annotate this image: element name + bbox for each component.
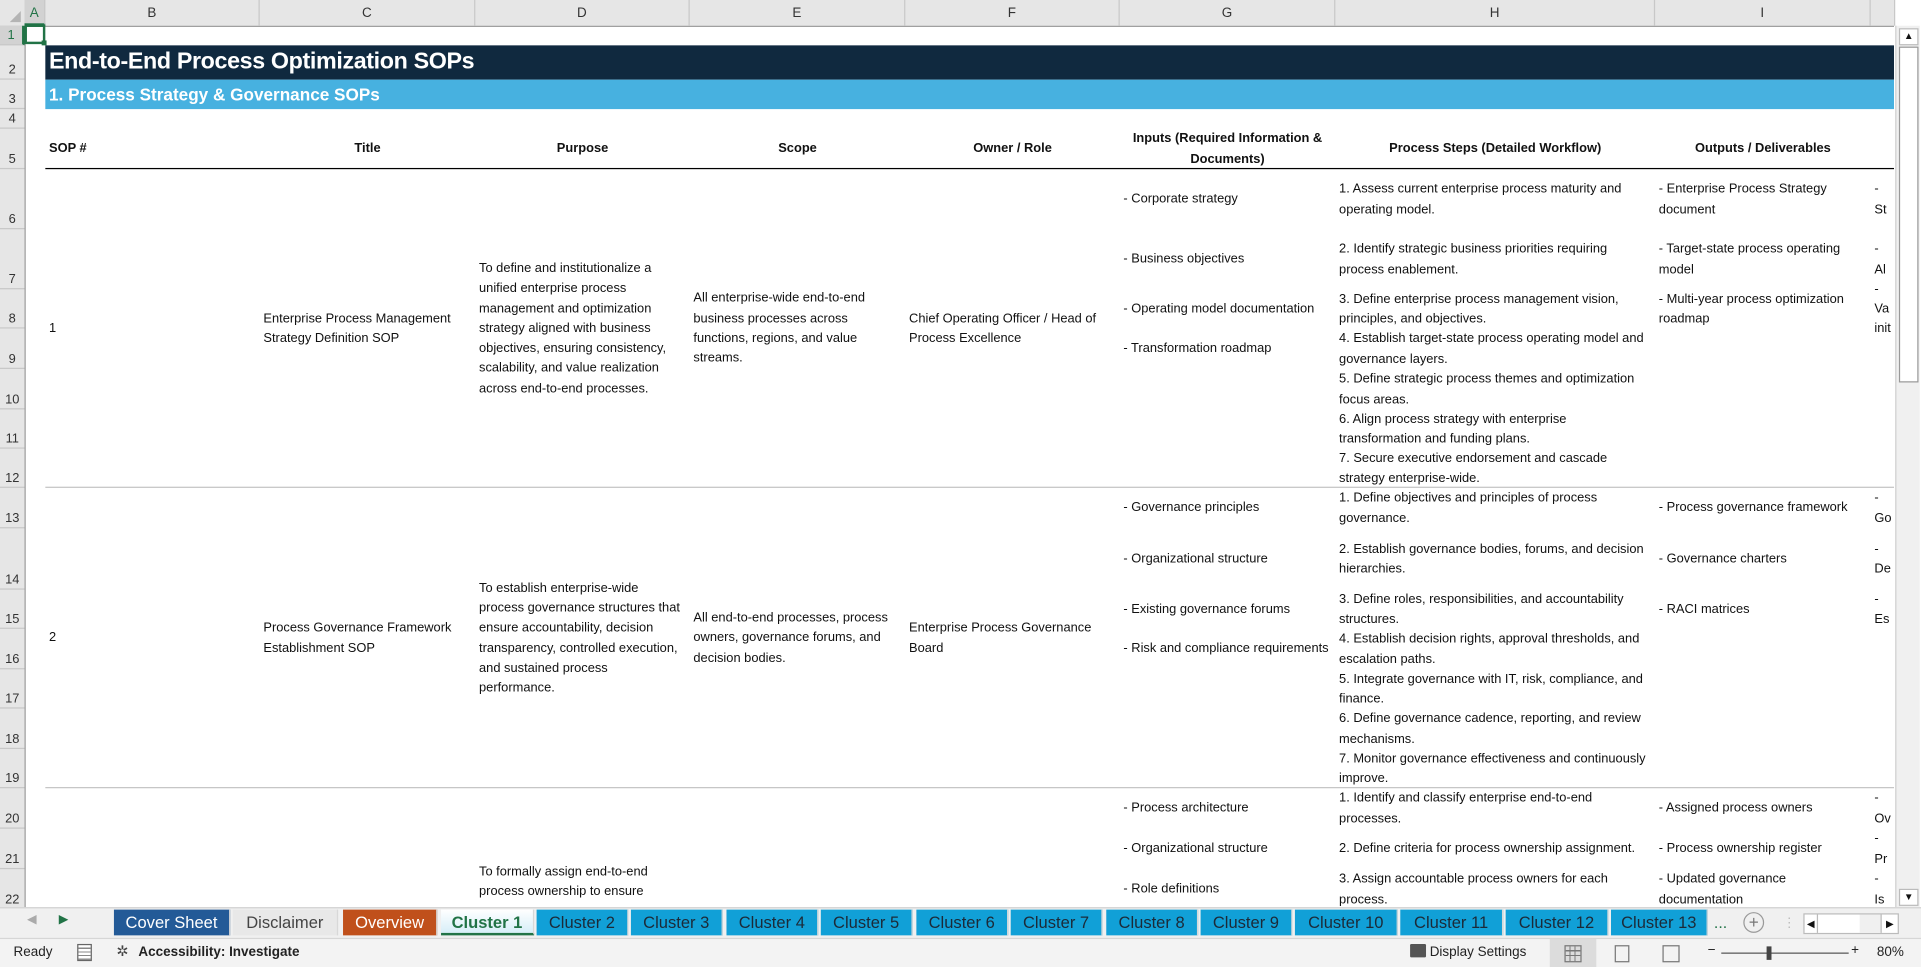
scroll-thumb[interactable] [1899, 47, 1919, 383]
sop-next-column-item: - Al [1874, 241, 1886, 277]
scroll-up-icon[interactable]: ▲ [1899, 28, 1919, 45]
tab-bar-splitter[interactable]: ⋮ [1782, 915, 1796, 931]
zoom-slider[interactable] [1721, 953, 1848, 954]
sop-process-step: 6. Define governance cadence, reporting, and review mechanisms. [1339, 711, 1641, 746]
sheet-tab-cluster-13[interactable]: Cluster 13 [1611, 910, 1708, 936]
sop-input-item: - Role definitions [1123, 881, 1220, 897]
sheet-tab-cluster-10[interactable]: Cluster 10 [1295, 910, 1398, 936]
sop-input-item: - Business objectives [1123, 251, 1245, 267]
sop-purpose: To establish enterprise-wide process governance structures that ensure accountability, decision transparency, controlled execution, and sustained process performance. [479, 580, 680, 696]
sop-process-step: 2. Define criteria for process ownership assignment. [1339, 841, 1636, 857]
sheet-tab-cover-sheet[interactable]: Cover Sheet [114, 910, 230, 936]
sop-output-item: - Governance charters [1658, 551, 1787, 567]
sop-next-column-item: - Es [1874, 591, 1890, 627]
sop-process-step: 3. Assign accountable process owners for each process. [1339, 871, 1608, 907]
sop-owner: Chief Operating Officer / Head of Process Excellence [909, 311, 1097, 346]
sop-process-step: 5. Integrate governance with IT, risk, compliance, and finance. [1339, 671, 1643, 707]
sheet-tab-cluster-6[interactable]: Cluster 6 [916, 910, 1008, 936]
sop-input-item: - Corporate strategy [1123, 191, 1238, 207]
row-header-19[interactable]: 19 [0, 749, 25, 788]
sop-process-step: 4. Establish target-state process operating model and governance layers. [1339, 331, 1644, 366]
vertical-scrollbar[interactable] [1895, 26, 1920, 907]
sop-process-step: 7. Secure executive endorsement and cascade strategy enterprise-wide. [1339, 450, 1608, 486]
accessibility-icon[interactable]: ✲ [116, 942, 129, 960]
sop-number: 2 [49, 630, 57, 646]
sop-process-step: 7. Monitor governance effectiveness and continuously improve. [1339, 751, 1646, 786]
sop-process-step: 1. Assess current enterprise process maturity and operating model. [1339, 181, 1622, 217]
header-title: Title [354, 141, 381, 157]
sop-output-item: - RACI matrices [1658, 601, 1750, 617]
column-header-d[interactable]: D [475, 0, 689, 26]
status-ready: Ready [13, 945, 53, 960]
sop-input-item: - Existing governance forums [1123, 601, 1291, 617]
sop-next-column-item: - De [1874, 541, 1891, 577]
row-header-18[interactable]: 18 [0, 709, 25, 749]
sop-input-item: - Operating model documentation [1123, 301, 1315, 317]
sop-process-step: 4. Establish decision rights, approval thresholds, and escalation paths. [1339, 631, 1640, 667]
sheet-tab-cluster-1[interactable]: Cluster 1 [441, 910, 534, 936]
zoom-in-button[interactable]: + [1851, 942, 1860, 958]
header-inputs: Inputs (Required Information & Documents) [1132, 131, 1323, 167]
row-header-3[interactable]: 3 [0, 80, 25, 109]
sheet-tab-cluster-11[interactable]: Cluster 11 [1400, 910, 1503, 936]
row-header-11[interactable]: 11 [0, 409, 25, 448]
sop-output-item: - Enterprise Process Strategy document [1658, 181, 1827, 217]
header-purpose: Purpose [556, 141, 609, 157]
column-header-j[interactable] [1871, 0, 1896, 26]
title-banner [45, 45, 1894, 79]
sop-next-column-item: - Ov [1874, 790, 1891, 826]
sop-output-item: - Process governance framework [1658, 500, 1848, 516]
header-scope: Scope [778, 141, 817, 157]
status-bar [0, 938, 1921, 967]
sop-number: 1 [49, 320, 57, 336]
row-header-10[interactable]: 10 [0, 369, 25, 409]
accessibility-status[interactable]: Accessibility: Investigate [138, 945, 300, 960]
sheet-title: End-to-End Process Optimization SOPs [49, 49, 475, 75]
sop-input-item: - Organizational structure [1123, 841, 1268, 857]
sop-input-item: - Process architecture [1123, 800, 1249, 816]
sop-process-step: 3. Define enterprise process management vision, principles, and objectives. [1339, 291, 1619, 327]
sop-next-column-item: - St [1874, 181, 1887, 217]
sheet-tab-cluster-3[interactable]: Cluster 3 [631, 910, 723, 936]
sop-next-column-item: - Is [1874, 871, 1885, 907]
row-header-14[interactable]: 14 [0, 528, 25, 589]
column-header-e[interactable]: E [690, 0, 906, 26]
column-header-h[interactable]: H [1335, 0, 1655, 26]
display-settings-icon[interactable] [1410, 944, 1426, 957]
sop-scope: All enterprise-wide end-to-end business processes across functions, regions, and value streams. [693, 291, 866, 366]
row-header-17[interactable]: 17 [0, 669, 25, 708]
sop-process-step: 2. Identify strategic business priorities requiring process enablement. [1339, 241, 1608, 277]
sop-scope: All end-to-end processes, process owners, governance forums, and decision bodies. [693, 610, 888, 666]
sop-process-step: 1. Identify and classify enterprise end-to-end processes. [1339, 790, 1593, 826]
row-header-4[interactable]: 4 [0, 109, 25, 129]
column-header-b[interactable]: B [45, 0, 259, 26]
sop-owner: Enterprise Process Governance Board [909, 620, 1092, 656]
header-outputs: Outputs / Deliverables [1695, 141, 1831, 157]
sop-process-step: 5. Define strategic process themes and optimization focus areas. [1339, 371, 1635, 407]
macro-record-icon[interactable] [77, 944, 92, 961]
sop-purpose: To define and institutionalize a unified enterprise process management and optimization strategy aligned with business objectives, ensuring consistency, scalability, and value realization across end-to-end processes. [479, 261, 667, 396]
sheet-tab-disclaimer[interactable]: Disclaimer [233, 910, 338, 936]
zoom-out-button[interactable]: − [1707, 942, 1716, 958]
hscroll-right-icon[interactable]: ▶ [1881, 915, 1898, 933]
column-header-a[interactable]: A [25, 0, 46, 26]
row-header-20[interactable]: 20 [0, 788, 25, 828]
normal-view-grid [1564, 945, 1581, 962]
zoom-slider-thumb[interactable] [1767, 946, 1772, 959]
row-header-13[interactable]: 13 [0, 488, 25, 528]
row-header-7[interactable]: 7 [0, 229, 25, 289]
row-header-15[interactable]: 15 [0, 590, 25, 629]
column-header-f[interactable]: F [905, 0, 1119, 26]
sop-input-item: - Organizational structure [1123, 551, 1268, 567]
sop-title: Process Governance Framework Establishment SOP [263, 620, 452, 656]
row-header-2[interactable]: 2 [0, 45, 25, 79]
column-header-c[interactable]: C [260, 0, 476, 26]
sheet-tab-cluster-4[interactable]: Cluster 4 [726, 910, 818, 936]
sheet-tab-cluster-2[interactable]: Cluster 2 [537, 910, 629, 936]
sop-input-item: - Transformation roadmap [1123, 341, 1272, 356]
sop-next-column-item: - Pr [1874, 831, 1888, 867]
column-header-i[interactable]: I [1655, 0, 1871, 26]
sop-purpose: To formally assign end-to-end process ownership to ensure [479, 864, 648, 899]
sheet-tab-bar [0, 907, 1921, 939]
sheet-tab-cluster-12[interactable]: Cluster 12 [1506, 910, 1609, 936]
sop-process-step: 1. Define objectives and principles of process governance. [1339, 490, 1598, 526]
sop-output-item: - Updated governance documentation [1658, 871, 1787, 907]
tab-scroll-left-icon[interactable]: ◀ [26, 913, 37, 927]
hscroll-left-icon[interactable]: ◀ [1805, 915, 1818, 933]
scroll-down-icon[interactable]: ▼ [1899, 889, 1919, 906]
sop-next-column-item: - Go [1874, 490, 1892, 526]
sheet-tab-overview[interactable]: Overview [343, 910, 437, 936]
sop-next-column-item: - Va init [1874, 281, 1891, 337]
row-header-8[interactable]: 8 [0, 289, 25, 328]
sheet-tab-cluster-5[interactable]: Cluster 5 [821, 910, 913, 936]
display-settings-button[interactable]: Display Settings [1429, 945, 1527, 960]
column-header-g[interactable]: G [1120, 0, 1336, 26]
sop-output-item: - Target-state process operating model [1658, 241, 1841, 277]
zoom-level[interactable]: 80% [1876, 945, 1904, 960]
row-header-bar [0, 26, 26, 907]
sop-output-item: - Process ownership register [1658, 841, 1822, 857]
row-header-6[interactable]: 6 [0, 169, 25, 229]
sop-output-item: - Multi-year process optimization roadmap [1658, 291, 1844, 327]
header-steps: Process Steps (Detailed Workflow) [1389, 141, 1602, 157]
sheet-tab-cluster-7[interactable]: Cluster 7 [1011, 910, 1103, 936]
sop-process-step: 2. Establish governance bodies, forums, and decision hierarchies. [1339, 541, 1644, 577]
sop-output-item: - Assigned process owners [1658, 800, 1813, 816]
page-layout-view-icon[interactable] [1615, 945, 1630, 962]
page-break-view-icon[interactable] [1662, 945, 1679, 962]
row-header-16[interactable]: 16 [0, 629, 25, 669]
tab-scroll-right-icon[interactable]: ▶ [58, 913, 69, 927]
sop-input-item: - Risk and compliance requirements [1123, 641, 1329, 657]
sop-process-step: 3. Define roles, responsibilities, and accountability structures. [1339, 591, 1624, 627]
horizontal-scrollbar[interactable] [1803, 913, 1899, 934]
row-header-5[interactable]: 5 [0, 129, 25, 169]
row-header-9[interactable]: 9 [0, 329, 25, 369]
sop-process-step: 6. Align process strategy with enterprise transformation and funding plans. [1339, 411, 1567, 447]
select-all-corner[interactable] [0, 0, 26, 26]
hscroll-thumb[interactable] [1818, 915, 1860, 933]
row-header-1[interactable]: 1 [0, 26, 25, 46]
row-header-12[interactable]: 12 [0, 449, 25, 488]
more-tabs-button[interactable]: ... [1713, 913, 1728, 932]
section-banner [45, 80, 1894, 109]
row-header-21[interactable]: 21 [0, 829, 25, 869]
sop-title: Enterprise Process Management Strategy Definition SOP [263, 311, 451, 346]
row-header-22[interactable]: 22 [0, 869, 25, 909]
sop-input-item: - Governance principles [1123, 500, 1260, 516]
add-sheet-icon[interactable]: + [1743, 912, 1764, 933]
header-sop: SOP # [49, 141, 87, 157]
column-header-bar [0, 0, 1894, 27]
sheet-tab-cluster-8[interactable]: Cluster 8 [1106, 910, 1198, 936]
sheet-grid[interactable] [26, 26, 1894, 907]
header-owner: Owner / Role [973, 141, 1052, 157]
section-title: 1. Process Strategy & Governance SOPs [49, 84, 380, 105]
sheet-tab-cluster-9[interactable]: Cluster 9 [1201, 910, 1293, 936]
